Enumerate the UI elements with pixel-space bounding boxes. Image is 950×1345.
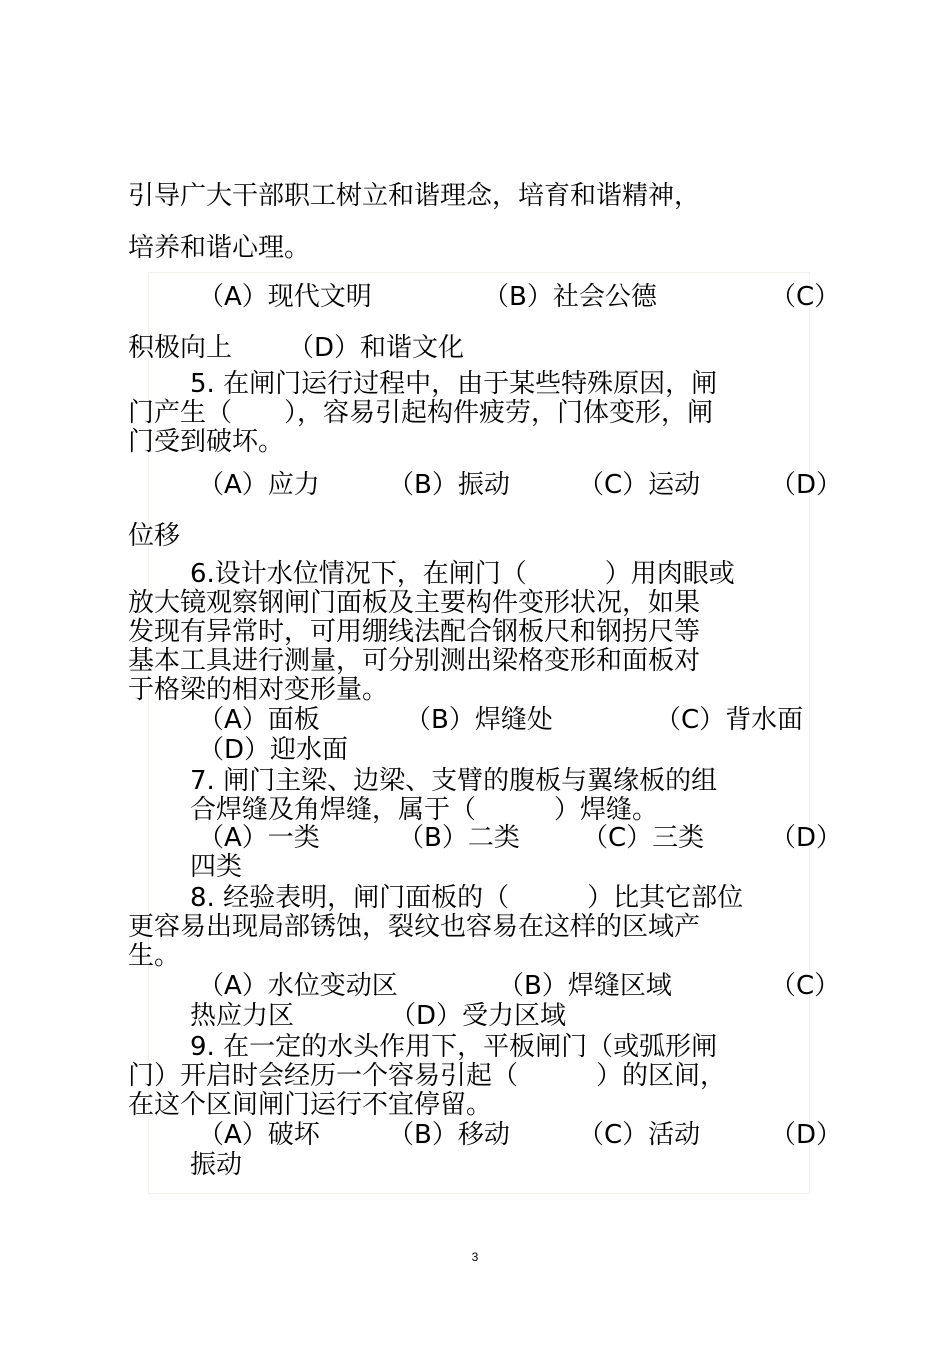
q5-option-d: （D） bbox=[770, 470, 843, 500]
q9-option-c: （C）活动 bbox=[578, 1120, 701, 1150]
q9-stem-line: 门）开启时会经历一个容易引起（ ）的区间， bbox=[128, 1061, 727, 1091]
q5-option-d-text: 位移 bbox=[128, 521, 181, 551]
q4-option-c: （C） bbox=[770, 282, 841, 312]
q8-option-c: （C） bbox=[770, 971, 841, 1001]
q7-option-b: （B）二类 bbox=[398, 823, 520, 853]
q5-stem-line: 门产生（ ），容易引起构件疲劳，门体变形，闸 bbox=[128, 398, 714, 428]
q7-option-c: （C）三类 bbox=[582, 823, 705, 853]
q6-stem-line: 发现有异常时，可用绷线法配合钢板尺和钢拐尺等 bbox=[128, 617, 701, 647]
q5-stem-line: 5. 在闸门运行过程中，由于某些特殊原因，闸 bbox=[190, 369, 718, 399]
q7-stem-line: 7. 闸门主梁、边梁、支臂的腹板与翼缘板的组 bbox=[190, 766, 718, 796]
q6-stem-line: 基本工具进行测量，可分别测出梁格变形和面板对 bbox=[128, 646, 701, 676]
q8-option-c-text: 热应力区 bbox=[190, 1001, 295, 1031]
q5-option-b: （B）振动 bbox=[388, 470, 510, 500]
q9-option-d: （D） bbox=[770, 1120, 843, 1150]
q7-option-d-text: 四类 bbox=[190, 852, 243, 882]
q6-option-d: （D）迎水面 bbox=[198, 735, 349, 765]
intro-line: 引导广大干部职工树立和谐理念，培育和谐精神， bbox=[128, 181, 701, 211]
q7-option-a: （A）一类 bbox=[198, 823, 320, 853]
q7-option-d: （D） bbox=[770, 823, 843, 853]
q7-stem-line: 合焊缝及角焊缝，属于（ ）焊缝。 bbox=[190, 795, 659, 825]
q8-option-b: （B）焊缝区域 bbox=[498, 971, 672, 1001]
q8-stem-line: 生。 bbox=[128, 941, 181, 971]
q8-stem-line: 更容易出现局部锈蚀，裂纹也容易在这样的区域产 bbox=[128, 912, 701, 942]
q5-stem-line: 门受到破坏。 bbox=[128, 427, 285, 457]
page-number: 3 bbox=[471, 1250, 479, 1264]
q5-option-c: （C）运动 bbox=[578, 470, 701, 500]
q9-option-b: （B）移动 bbox=[388, 1120, 510, 1150]
q9-stem-line: 在这个区间闸门运行不宜停留。 bbox=[128, 1090, 493, 1120]
q8-option-a: （A）水位变动区 bbox=[198, 971, 398, 1001]
q4-option-d: （D）和谐文化 bbox=[288, 333, 465, 363]
intro-line: 培养和谐心理。 bbox=[128, 233, 311, 263]
q6-stem-line: 放大镜观察钢闸门面板及主要构件变形状况，如果 bbox=[128, 588, 701, 618]
q5-option-a: （A）应力 bbox=[198, 470, 320, 500]
q9-stem-line: 9. 在一定的水头作用下，平板闸门（或弧形闸 bbox=[190, 1032, 718, 1062]
q6-option-b: （B）焊缝处 bbox=[405, 705, 553, 735]
q6-stem-line: 于格梁的相对变形量。 bbox=[128, 675, 389, 705]
q9-option-d-text: 振动 bbox=[190, 1150, 243, 1180]
q6-stem-line: 6.设计水位情况下，在闸门（ ）用肉眼或 bbox=[190, 559, 735, 589]
q8-stem-line: 8. 经验表明，闸门面板的（ ）比其它部位 bbox=[190, 883, 744, 913]
q4-option-b: （B）社会公德 bbox=[483, 282, 657, 312]
q6-option-a: （A）面板 bbox=[198, 705, 320, 735]
q4-option-a: （A）现代文明 bbox=[198, 282, 372, 312]
q8-option-d: （D）受力区域 bbox=[390, 1001, 567, 1031]
q6-option-c: （C）背水面 bbox=[655, 705, 804, 735]
q9-option-a: （A）破坏 bbox=[198, 1120, 320, 1150]
q4-option-c-text: 积极向上 bbox=[128, 333, 233, 363]
